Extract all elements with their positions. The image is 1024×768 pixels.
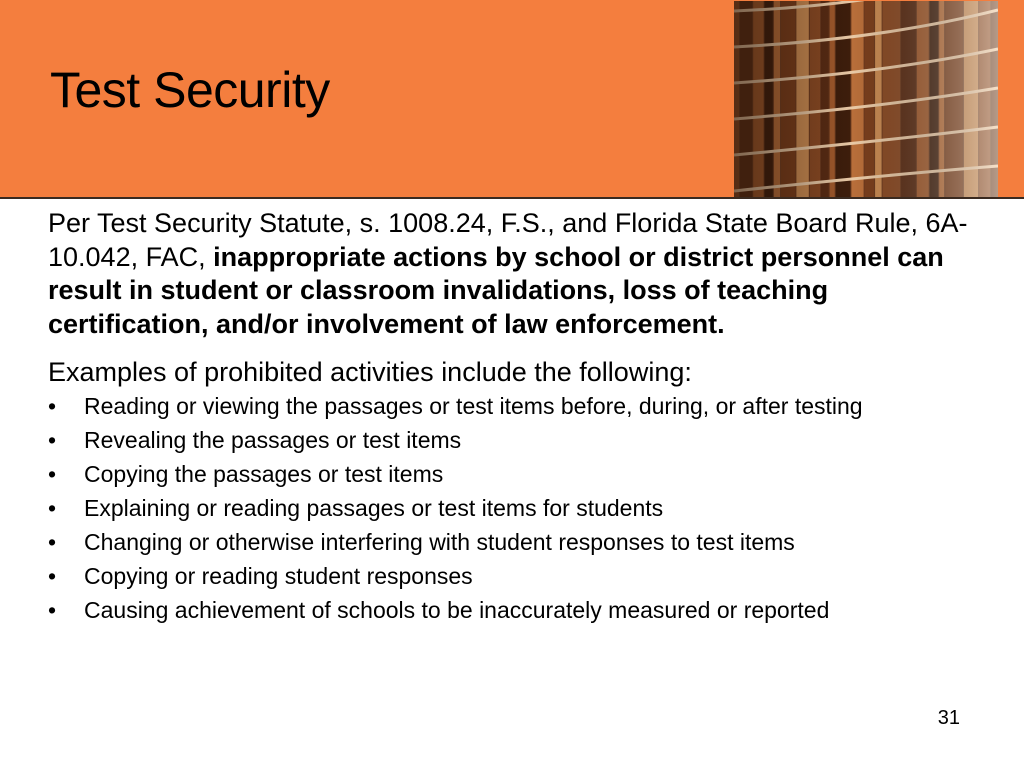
list-item-text: Revealing the passages or test items <box>84 427 462 453</box>
list-item-text: Causing achievement of schools to be inaccurately measured or reported <box>84 597 830 623</box>
list-item-text: Copying the passages or test items <box>84 461 444 487</box>
bullet-icon: • <box>48 495 57 521</box>
prohibited-activities-list <box>48 393 978 624</box>
list-item <box>48 393 978 420</box>
bullet-icon: • <box>48 393 57 419</box>
statute-reference-text: Per Test Security Statute, s. 1008.24, F.S., and Florida State Board Rule, 6A-10.042, FAC, <box>48 208 968 272</box>
list-item <box>48 597 978 624</box>
list-item-text: Reading or viewing the passages or test items before, during, or after testing <box>84 393 863 419</box>
bullet-icon: • <box>48 461 57 487</box>
examples-heading: Examples of prohibited activities include the following: <box>48 357 692 387</box>
bullet-icon: • <box>48 563 57 589</box>
list-item-text: Copying or reading student responses <box>84 563 473 589</box>
consequences-bold-text: inappropriate actions by school or district personnel can result in student or classroom invalidations, loss of teaching certification, and/or involvement of law enforcement. <box>48 241 944 339</box>
slide-number: 31 <box>937 707 960 729</box>
list-item-text: Changing or otherwise interfering with student responses to test items <box>84 529 795 555</box>
bullet-icon: • <box>48 597 57 623</box>
list-item <box>48 563 978 590</box>
list-item <box>48 495 978 522</box>
bullet-icon: • <box>48 427 57 453</box>
bullet-icon: • <box>48 529 57 555</box>
statute-paragraph <box>48 207 978 341</box>
slide-body <box>48 207 978 631</box>
slide-title: Test Security <box>50 62 330 118</box>
list-item-text: Explaining or reading passages or test items for students <box>84 495 664 521</box>
library-bookshelf-photo <box>734 1 998 197</box>
header-divider <box>0 197 1024 199</box>
list-item <box>48 529 978 556</box>
list-item <box>48 427 978 454</box>
list-item <box>48 461 978 488</box>
